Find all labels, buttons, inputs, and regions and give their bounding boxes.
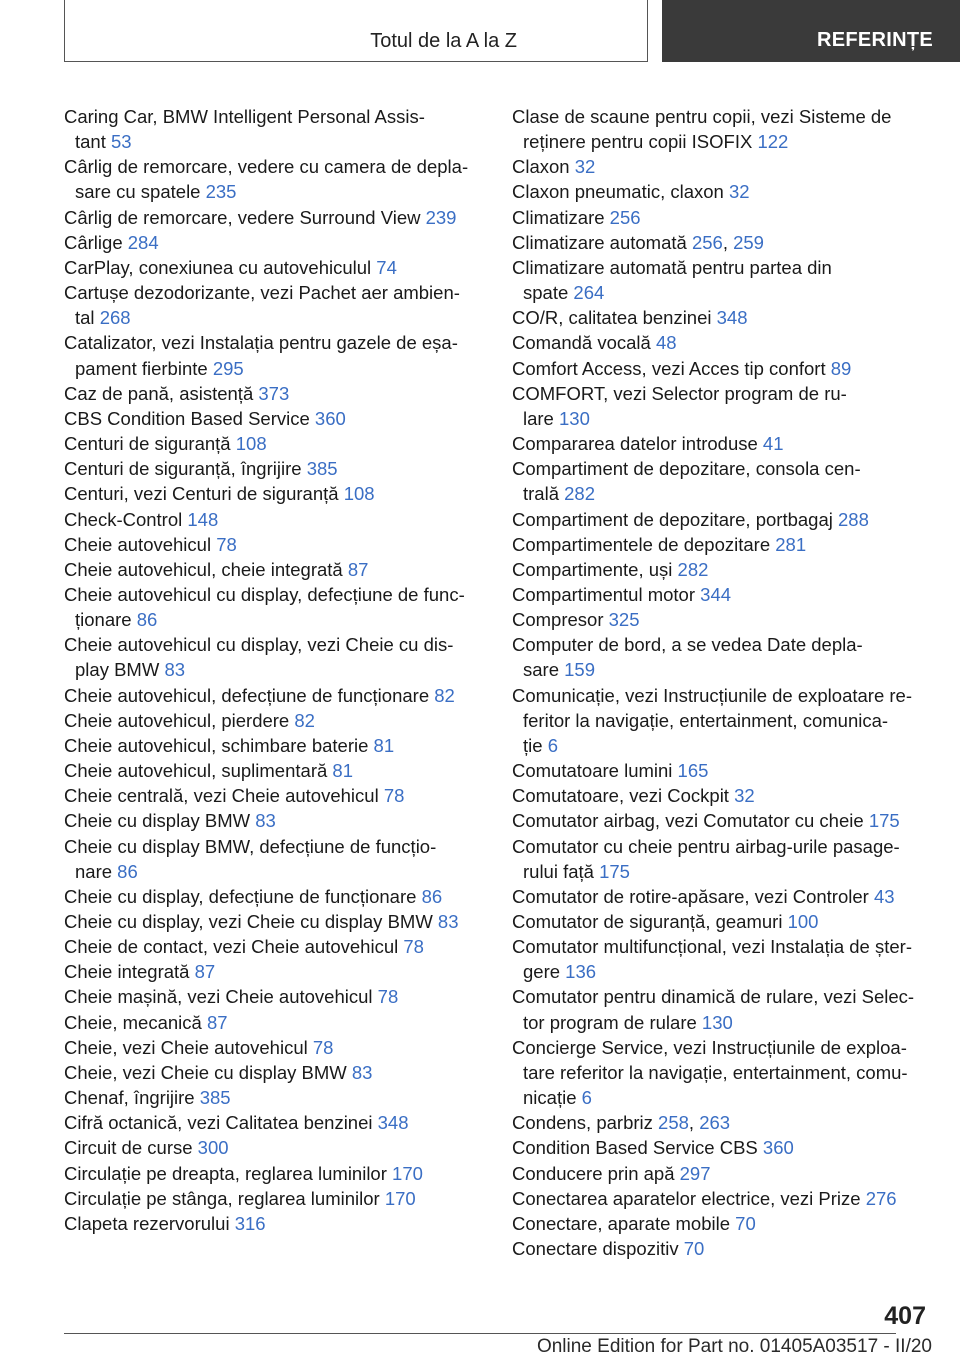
page-reference-link[interactable]: 348 xyxy=(716,307,748,329)
index-entry xyxy=(512,683,932,758)
index-entry-text: Climatizare automată pentru partea din xyxy=(512,256,832,278)
index-entry xyxy=(64,1186,484,1211)
index-entry-text: Cheie cu display, vezi Cheie cu display BMW xyxy=(64,911,438,932)
index-entry-text: Comfort Access, vezi Acces tip confort xyxy=(512,357,831,379)
index-entry-text: Condition Based Service CBS xyxy=(512,1137,763,1159)
index-entry-text: Comunicație, vezi Instrucțiunile de exploatare re- xyxy=(512,684,912,706)
index-entry xyxy=(64,1161,484,1186)
index-entry xyxy=(512,179,932,204)
page-reference-link[interactable]: 82 xyxy=(434,684,455,706)
index-entry-text: Comutator cu cheie pentru airbag-urile pasage- xyxy=(512,835,900,857)
page-reference-link[interactable]: 175 xyxy=(868,810,900,832)
page-reference-link[interactable]: 259 xyxy=(733,231,764,253)
page-reference-link[interactable]: 170 xyxy=(384,1187,416,1209)
index-entry-text: Chenaf, îngrijire xyxy=(64,1087,200,1109)
index-entry xyxy=(512,431,932,456)
index-entry-text: Comutator de siguranță, geamuri xyxy=(512,911,788,932)
index-entry-text: CO/R, calitatea benzinei xyxy=(512,307,717,329)
index-entry xyxy=(64,632,484,682)
index-entry-text: Cheie autovehicul, defecțiune de funcționare xyxy=(64,684,435,706)
index-entry-text: Comandă vocală xyxy=(512,332,656,354)
index-entry-text: Cheie integrată xyxy=(64,961,195,983)
page-reference-link[interactable]: 264 xyxy=(573,282,605,304)
index-entry xyxy=(64,154,484,204)
index-entry-text: Cheie cu display BMW xyxy=(64,810,256,832)
index-entry-text: Cheie autovehicul, pierdere xyxy=(64,709,295,731)
page-reference-link[interactable]: 282 xyxy=(677,558,709,580)
page-reference-link[interactable]: 360 xyxy=(314,407,346,429)
index-entry xyxy=(64,1060,484,1085)
index-entry-text: Compartimentul motor xyxy=(512,583,701,605)
index-entry xyxy=(64,1085,484,1110)
page-reference-link[interactable]: 70 xyxy=(683,1238,705,1260)
page-reference-link[interactable]: 385 xyxy=(306,458,338,480)
index-entry xyxy=(512,456,932,506)
index-entry xyxy=(64,683,484,708)
index-entry-text: gere xyxy=(523,961,566,983)
footer-divider xyxy=(64,1333,896,1334)
page-reference-link[interactable]: 130 xyxy=(559,407,590,429)
index-entry-text: Comutator airbag, vezi Comutator cu cheie xyxy=(512,810,869,832)
index-entry-text: rului față xyxy=(523,860,600,882)
index-entry xyxy=(512,934,932,984)
index-entry xyxy=(512,984,932,1034)
page-reference-link[interactable]: 41 xyxy=(762,433,784,455)
index-entry xyxy=(64,909,484,934)
page-reference-link[interactable]: 130 xyxy=(701,1011,733,1033)
index-entry xyxy=(512,381,932,431)
index-entry-text: Cheie centrală, vezi Cheie autovehicul xyxy=(64,785,384,807)
index-entry-text: Condens, parbriz xyxy=(512,1112,659,1134)
index-entry xyxy=(64,280,484,330)
index-entry-text: Caring Car, BMW Intelligent Personal Assis- xyxy=(64,106,425,127)
page-reference-link[interactable]: 175 xyxy=(599,860,630,882)
index-entry-text: CarPlay, conexiunea cu autovehiculul xyxy=(64,256,377,278)
page-reference-link[interactable]: 281 xyxy=(775,533,807,555)
page-reference-link[interactable]: 53 xyxy=(111,131,132,153)
index-entry xyxy=(512,758,932,783)
index-entry xyxy=(512,557,932,582)
page-reference-link[interactable]: 288 xyxy=(838,508,869,530)
index-entry xyxy=(512,834,932,884)
index-entry xyxy=(64,255,484,280)
index-entry-text: Clase de scaune pentru copii, vezi Sisteme de xyxy=(512,106,892,127)
index-entry xyxy=(64,984,484,1009)
index-entry xyxy=(64,733,484,758)
index-entry-text: Cheie, mecanică xyxy=(64,1011,207,1033)
index-entry xyxy=(512,330,932,355)
index-entry xyxy=(64,1010,484,1035)
index-entry xyxy=(512,305,932,330)
page-reference-link[interactable]: 6 xyxy=(581,1087,592,1109)
index-entry-text: feritor la navigație, entertainment, comunica- xyxy=(523,709,889,731)
index-entry-text: Conducere prin apă xyxy=(512,1162,680,1184)
page-reference-link[interactable]: 87 xyxy=(347,558,369,580)
index-entry-text: pament fierbinte xyxy=(75,357,213,379)
page-reference-link[interactable]: 100 xyxy=(787,911,819,932)
page-reference-link[interactable]: 295 xyxy=(212,357,244,379)
index-entry xyxy=(512,255,932,305)
index-entry-text: nicație xyxy=(523,1087,582,1109)
index-entry-text: Circulație pe dreapta, reglarea luminilor xyxy=(64,1162,393,1184)
header-section-box xyxy=(64,0,648,62)
page-reference-link[interactable]: 235 xyxy=(205,181,237,203)
page-reference-link[interactable]: 87 xyxy=(206,1011,228,1033)
index-entry xyxy=(64,330,484,380)
page-reference-link[interactable]: 43 xyxy=(873,885,895,907)
index-entry xyxy=(64,758,484,783)
index-entry xyxy=(64,557,484,582)
index-entry-text: Cheie cu display BMW, defecțiune de funcțio- xyxy=(64,835,437,857)
index-entry-text: Cheie cu display, defecțiune de funcționare xyxy=(64,885,422,907)
page-reference-link[interactable]: 82 xyxy=(294,709,315,731)
index-entry-text: Caz de pană, asistență xyxy=(64,382,259,404)
index-entry xyxy=(512,808,932,833)
index-entry-text: Cartușe dezodorizante, vezi Pachet aer ambien- xyxy=(64,282,460,304)
index-entry xyxy=(64,884,484,909)
page-reference-link[interactable]: 78 xyxy=(216,533,237,555)
page-reference-link[interactable]: 86 xyxy=(421,885,443,907)
index-entry xyxy=(512,783,932,808)
index-entry-text: sare cu spatele xyxy=(75,181,206,203)
index-entry-text: COMFORT, vezi Selector program de ru- xyxy=(512,382,847,404)
index-entry: Climatizare automată 256, 259 xyxy=(512,231,764,253)
index-entry-text: Cheie, vezi Cheie autovehicul xyxy=(64,1036,313,1058)
page-reference-link[interactable]: 78 xyxy=(377,986,399,1008)
index-entry xyxy=(64,381,484,406)
page-reference-link[interactable]: 78 xyxy=(403,936,424,958)
page-reference-link[interactable]: 89 xyxy=(830,357,852,379)
footer-edition-text: Online Edition for Part no. 01405A03517 - II/20 xyxy=(536,1336,932,1357)
index-entry-text: Compartimentele de depozitare xyxy=(512,533,776,555)
page-reference-link[interactable]: 86 xyxy=(117,860,138,882)
index-entry-text: Clapeta rezervorului xyxy=(64,1212,235,1234)
index-entry-text: Circuit de curse xyxy=(64,1137,198,1159)
index-entry-text: Cheie autovehicul cu display, defecțiune de func- xyxy=(64,583,465,605)
index-entry-text: trală xyxy=(523,483,565,505)
index-entry-text: sare xyxy=(523,659,565,681)
index-entry-text: Circulație pe stânga, reglarea luminilor xyxy=(64,1187,385,1209)
page-reference-link[interactable]: 108 xyxy=(235,433,267,455)
index-entry-text: Computer de bord, a se vedea Date depla- xyxy=(512,634,863,656)
index-entry-text: ționare xyxy=(75,609,137,631)
index-entry xyxy=(512,632,932,682)
index-entry xyxy=(512,154,932,179)
page-reference-link[interactable]: 316 xyxy=(234,1212,266,1234)
index-entry-text: Claxon xyxy=(512,156,575,178)
header-section-title: Totul de la A la Z xyxy=(370,30,517,52)
index-entry-text: Climatizare xyxy=(512,206,610,228)
index-entry xyxy=(512,104,932,154)
index-entry-text: play BMW xyxy=(75,659,165,681)
index-entry-text: Centuri de siguranță, îngrijire xyxy=(64,458,307,480)
page-reference-link[interactable]: 81 xyxy=(332,760,353,782)
index-entry xyxy=(512,1135,932,1160)
index-entry-text: Conectarea aparatelor electrice, vezi Prize xyxy=(512,1187,866,1209)
page-reference-link[interactable]: 297 xyxy=(679,1162,711,1184)
header-chapter-tab xyxy=(662,0,960,62)
header-chapter-title: REFERINȚE xyxy=(817,29,934,51)
index-entry-text: Comutatoare, vezi Cockpit xyxy=(512,785,735,807)
index-entry-text: Cheie autovehicul, suplimentară xyxy=(64,760,333,782)
page-reference-link[interactable]: 170 xyxy=(392,1162,423,1184)
page-reference-link[interactable]: 108 xyxy=(343,483,375,505)
index-entry-text: Comutator multifuncțional, vezi Instalația de șter- xyxy=(512,936,912,958)
index-entry-text: tant xyxy=(75,131,111,153)
index-entry-text: Cheie, vezi Cheie cu display BMW xyxy=(64,1061,352,1083)
index-entry xyxy=(512,909,932,934)
page-reference-link[interactable]: 70 xyxy=(735,1212,756,1234)
index-entry xyxy=(512,582,932,607)
page-reference-link[interactable]: 81 xyxy=(373,734,395,756)
index-entry-text: Claxon pneumatic, claxon xyxy=(512,181,729,203)
index-entry-text: Cheie autovehicul xyxy=(64,533,217,555)
page-reference-link[interactable]: 373 xyxy=(258,382,290,404)
index-entry xyxy=(64,230,484,255)
page-reference-link[interactable]: 239 xyxy=(425,206,457,228)
index-entry-text: lare xyxy=(523,407,559,429)
page-reference-link[interactable]: 32 xyxy=(728,181,750,203)
index-column-left xyxy=(64,104,484,1236)
page-reference-link[interactable]: 122 xyxy=(757,131,789,153)
index-entry xyxy=(64,205,484,230)
index-entry xyxy=(64,934,484,959)
page-reference-link[interactable]: 344 xyxy=(700,583,732,605)
page-reference-link[interactable]: 268 xyxy=(99,307,131,329)
index-entry xyxy=(64,507,484,532)
page-reference-link[interactable]: 86 xyxy=(136,609,158,631)
page-reference-link[interactable]: 325 xyxy=(608,609,640,631)
index-entry-text: Cheie autovehicul, schimbare baterie xyxy=(64,734,374,756)
index-entry-text: Cârlige xyxy=(64,231,128,253)
page-reference-link[interactable]: 83 xyxy=(437,911,459,932)
index-entry xyxy=(64,1211,484,1236)
index-entry-text: Cârlig de remorcare, vedere cu camera de depla- xyxy=(64,156,469,178)
index-entry-text: tor program de rulare xyxy=(523,1011,702,1033)
index-entry-text: Cheie autovehicul cu display, vezi Cheie cu dis- xyxy=(64,634,454,656)
index-entry xyxy=(64,1035,484,1060)
index-entry xyxy=(512,1186,932,1211)
index-entry xyxy=(64,104,484,154)
page-reference-link[interactable]: 256 xyxy=(609,206,641,228)
index-entry xyxy=(64,1110,484,1135)
page-reference-link[interactable]: 32 xyxy=(734,785,755,807)
index-entry-text: Cheie autovehicul, cheie integrată xyxy=(64,558,348,580)
index-entry xyxy=(64,808,484,833)
index-entry xyxy=(64,834,484,884)
index-entry-text: Compararea datelor introduse xyxy=(512,433,763,455)
index-entry xyxy=(64,959,484,984)
index-entry-text: Climatizare automată xyxy=(512,231,692,253)
page-reference-link[interactable]: 263 xyxy=(699,1112,731,1134)
index-entry-text: Compartiment de depozitare, portbagaj xyxy=(512,508,838,530)
index-entry xyxy=(512,884,932,909)
index-entry xyxy=(64,406,484,431)
index-entry-text: Check-Control xyxy=(64,508,188,530)
page-number: 407 xyxy=(884,1302,926,1330)
index-entry xyxy=(64,456,484,481)
page-reference-link[interactable]: 276 xyxy=(865,1187,897,1209)
page-reference-link[interactable]: 78 xyxy=(312,1036,334,1058)
index-entry-text: nare xyxy=(75,860,118,882)
index-entry xyxy=(512,1161,932,1186)
index-entry xyxy=(64,532,484,557)
index-entry-text: CBS Condition Based Service xyxy=(64,407,315,429)
index-entry xyxy=(64,431,484,456)
page-reference-link[interactable]: 284 xyxy=(127,231,159,253)
index-column-right xyxy=(512,104,932,1261)
page-reference-link[interactable]: 136 xyxy=(565,961,597,983)
index-entry-text: Cheie mașină, vezi Cheie autovehicul xyxy=(64,986,378,1008)
page-reference-link[interactable]: 6 xyxy=(547,734,558,756)
page-reference-link[interactable]: 159 xyxy=(564,659,596,681)
index-entry xyxy=(64,582,484,632)
index-entry-text: tal xyxy=(75,307,100,329)
index-entry xyxy=(64,783,484,808)
index-entry-text: Comutatoare lumini xyxy=(512,760,678,782)
page-reference-link[interactable]: 360 xyxy=(762,1137,794,1159)
index-entry-text: Conectare dispozitiv xyxy=(512,1238,684,1260)
index-entry-text: Concierge Service, vezi Instrucțiunile de exploa- xyxy=(512,1036,907,1058)
index-entry: Condens, parbriz 258, 263 xyxy=(512,1112,731,1134)
index-entry-text: Cheie de contact, vezi Cheie autovehicul xyxy=(64,936,404,958)
page-reference-link[interactable]: 32 xyxy=(574,156,596,178)
index-entry-text: Conectare, aparate mobile xyxy=(512,1212,736,1234)
page-reference-link[interactable]: 300 xyxy=(197,1137,229,1159)
page-reference-link[interactable]: 385 xyxy=(199,1087,231,1109)
page-reference-link[interactable]: 74 xyxy=(376,256,397,278)
index-entry xyxy=(512,205,932,230)
page-reference-link[interactable]: 83 xyxy=(351,1061,373,1083)
page-reference-link[interactable]: 165 xyxy=(677,760,709,782)
page-reference-link[interactable]: 258 xyxy=(658,1112,689,1134)
page-reference-link[interactable]: 78 xyxy=(383,785,405,807)
index-entry-text: Cifră octanică, vezi Calitatea benzinei xyxy=(64,1112,378,1134)
index-entry-text: Centuri, vezi Centuri de siguranță xyxy=(64,483,344,505)
index-entry-text: Comutator pentru dinamică de rulare, vezi Selec- xyxy=(512,986,915,1008)
index-entry xyxy=(512,1035,932,1110)
index-entry xyxy=(512,507,932,532)
index-entry-text: Compartimente, uși xyxy=(512,558,678,580)
index-entry-text: spate xyxy=(523,282,574,304)
page-reference-link[interactable]: 256 xyxy=(691,231,723,253)
index-entry-text: Centuri de siguranță xyxy=(64,433,236,455)
page-reference-link[interactable]: 348 xyxy=(377,1112,409,1134)
index-entry-text: Compartiment de depozitare, consola cen- xyxy=(512,458,861,480)
index-entry-text: reținere pentru copii ISOFIX xyxy=(523,131,758,153)
index-entry xyxy=(512,607,932,632)
index-entry xyxy=(512,1236,932,1261)
page-reference-link[interactable]: 83 xyxy=(255,810,276,832)
index-entry-text: Cârlig de remorcare, vedere Surround View xyxy=(64,206,426,228)
page-reference-link[interactable]: 48 xyxy=(655,332,677,354)
page-reference-link[interactable]: 282 xyxy=(564,483,596,505)
index-entry xyxy=(64,708,484,733)
index-entry xyxy=(64,1135,484,1160)
page-reference-link[interactable]: 87 xyxy=(194,961,216,983)
index-entry xyxy=(512,1211,932,1236)
index-entry-text: tare referitor la navigație, entertainment, comu- xyxy=(523,1061,908,1083)
index-entry xyxy=(512,356,932,381)
index-entry-text: Catalizator, vezi Instalația pentru gazele de eșa- xyxy=(64,332,458,354)
page-reference-link[interactable]: 148 xyxy=(187,508,219,530)
index-entry-text: Comutator de rotire-apăsare, vezi Controler xyxy=(512,885,874,907)
index-entry xyxy=(512,532,932,557)
index-entry-text: ție xyxy=(523,734,548,756)
index-entry-text: Compresor xyxy=(512,609,609,631)
page-reference-link[interactable]: 83 xyxy=(164,659,186,681)
index-entry xyxy=(64,481,484,506)
